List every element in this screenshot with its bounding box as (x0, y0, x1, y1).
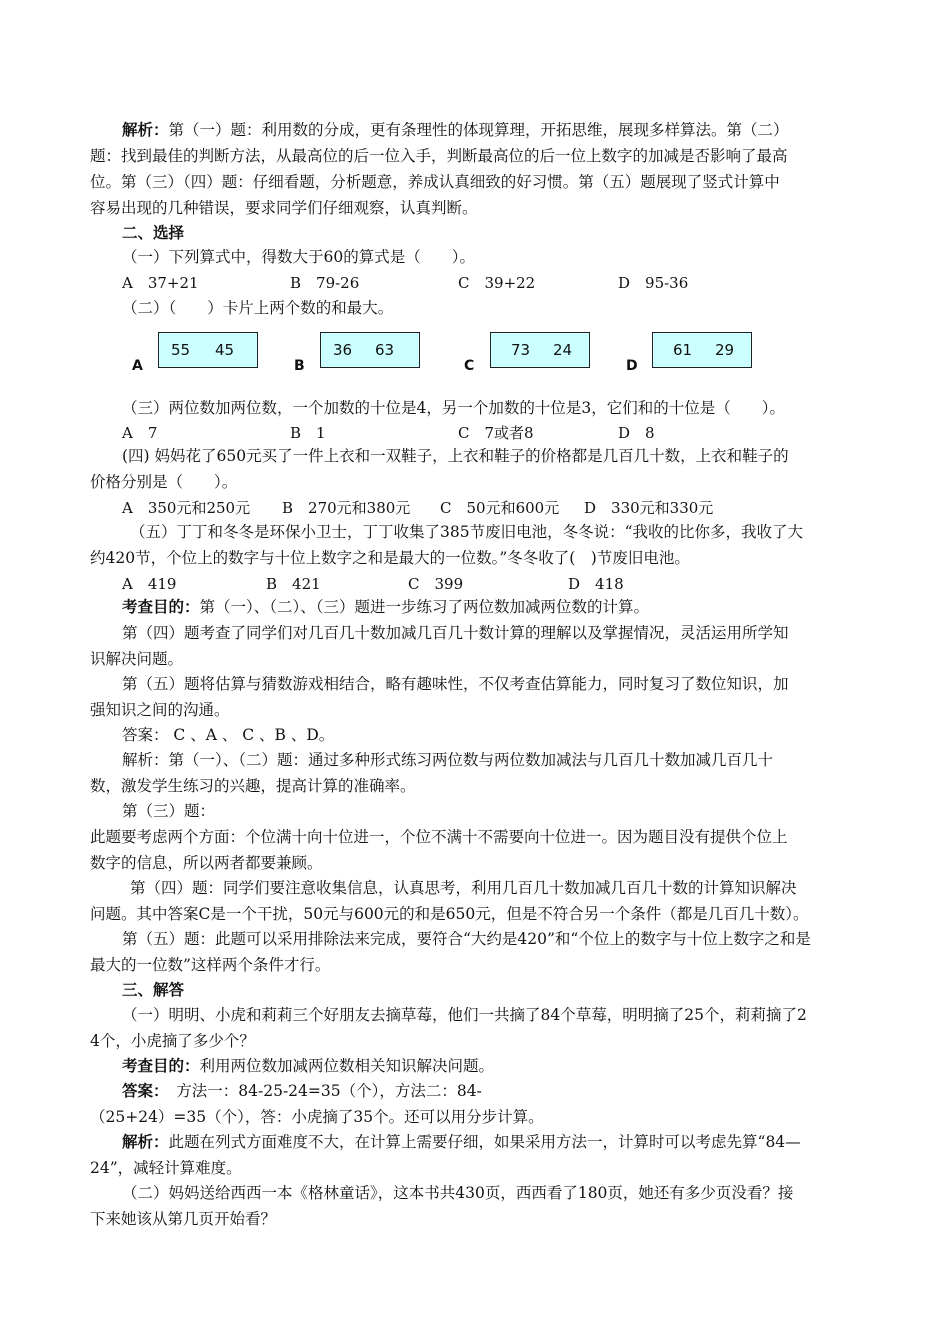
q3-option-d: D 8 (618, 424, 655, 442)
text-line: 数，激发学生练习的兴趣，提高计算的准确率。 (90, 777, 416, 795)
objective-line (122, 594, 902, 620)
question-5: （五）丁丁和冬冬是环保小卫士，丁丁收集了385节废旧电池，冬冬说：“我收的比你多，我收了大 (130, 523, 804, 541)
text-line: 容易出现的几种错误，要求同学们仔细观察，认真判断。 (90, 199, 478, 217)
text-line: 第（五）题：此题可以采用排除法来完成，要符合“大约是420”和“个位上的数字与十位上数字之和是 (122, 930, 811, 948)
q5-option-b: B 421 (266, 575, 321, 593)
solve-objective-line (122, 1053, 902, 1079)
q5-option-d: D 418 (568, 575, 624, 593)
card-number: 63 (375, 341, 395, 359)
text-line: 第（三）题： (122, 802, 216, 820)
solve-answer-line (122, 1078, 902, 1104)
text-line: 第（四）题：同学们要注意收集信息，认真思考，利用几百几十数加减几百几十数的计算知识解决 (130, 879, 797, 897)
objective-label: 考查目的： (122, 1056, 200, 1075)
solve-analysis-line (122, 1129, 902, 1155)
q1-option-b: B 79-26 (290, 274, 360, 292)
card-number: 29 (715, 341, 735, 359)
question-3: （三）两位数加两位数，一个加数的十位是4，另一个加数的十位是3，它们和的十位是（ ）。 (122, 399, 785, 417)
card-label-a: A (132, 358, 143, 374)
number-card-d (652, 332, 752, 368)
question-1: （一）下列算式中，得数大于60的算式是（ ）。 (122, 248, 475, 266)
card-label-b: B (294, 358, 305, 374)
number-card-a (158, 332, 258, 368)
text-line: 强知识之间的沟通。 (90, 701, 230, 719)
card-number: 24 (553, 341, 573, 359)
card-number: 61 (673, 341, 693, 359)
q1-option-c: C 39+22 (458, 274, 536, 292)
answer-text: 方法一：84-25-24=35（个），方法二：84- (160, 1082, 482, 1100)
card-number: 36 (333, 341, 353, 359)
card-number: 73 (511, 341, 531, 359)
solve-question-1: （一）明明、小虎和莉莉三个好朋友去摘草莓，他们一共摘了84个草莓，明明摘了25个，莉莉摘了2 (122, 1006, 807, 1024)
text-line: （25+24）=35（个），答：小虎摘了35个。还可以用分步计算。 (90, 1108, 544, 1126)
number-card-b (320, 332, 420, 368)
analysis-paragraph-line (122, 117, 902, 143)
card-number: 45 (215, 341, 235, 359)
objective-label: 考查目的： (122, 597, 200, 616)
analysis-label: 解析： (122, 120, 169, 139)
answer-line: 答案： C 、A 、 C 、B 、D。 (122, 726, 335, 744)
q1-option-d: D 95-36 (618, 274, 689, 292)
text-line: 问题。其中答案C是一个干扰，50元与600元的和是650元，但是不符合另一个条件（都是几百几十数）。 (90, 905, 809, 923)
text-line: 价格分别是（ ）。 (90, 473, 238, 491)
text-line: 题：找到最佳的判断方法，从最高位的后一位入手，判断最高位的后一位上数字的加减是否影响了最高 (90, 147, 788, 165)
q3-option-c: C 7或者8 (458, 424, 534, 442)
q4-option-d: D 330元和330元 (584, 499, 714, 517)
text-line: 第（五）题将估算与猜数游戏相结合，略有趣味性，不仅考查估算能力，同时复习了数位知识，加 (122, 675, 789, 693)
text-line: 识解决问题。 (90, 650, 184, 668)
text-line: 位。第（三）（四）题：仔细看题，分析题意，养成认真细致的好习惯。第（五）题展现了竖式计算中 (90, 173, 780, 191)
q1-option-a: A 37+21 (122, 274, 199, 292)
q5-option-a: A 419 (122, 575, 177, 593)
text-line: 最大的一位数”这样两个条件才行。 (90, 956, 331, 974)
card-number: 55 (171, 341, 191, 359)
objective-text: 利用两位数加减两位数相关知识解决问题。 (199, 1057, 495, 1075)
objective-text: 第（一）、（二）、（三）题进一步练习了两位数加减两位数的计算。 (199, 598, 650, 616)
text-line: 24”，减轻计算难度。 (90, 1159, 242, 1177)
text-line: 约420节，个位上的数字与十位上数字之和是最大的一位数。”冬冬收了( )节废旧电池。 (90, 549, 690, 567)
solve-question-2: （二）妈妈送给西西一本《格林童话》，这本书共430页，西西看了180页，她还有多少页没看？接 (122, 1184, 794, 1202)
text-line: 此题要考虑两个方面：个位满十向十位进一，个位不满十不需要向十位进一。因为题目没有提供个位上 (90, 828, 788, 846)
q3-option-b: B 1 (290, 424, 326, 442)
q5-option-c: C 399 (408, 575, 464, 593)
analysis-text: 此题在列式方面难度不大，在计算上需要仔细，如果采用方法一，计算时可以考虑先算“84— (168, 1133, 801, 1151)
number-card-c (490, 332, 590, 368)
text-line: 第（四）题考查了同学们对几百几十数加减几百几十数计算的理解以及掌握情况，灵活运用所学知 (122, 624, 789, 642)
analysis-label: 解析： (122, 1132, 169, 1151)
q4-option-c: C 50元和600元 (440, 499, 560, 517)
text-line: 4个，小虎摘了多少个？ (90, 1032, 255, 1050)
q4-option-a: A 350元和250元 (122, 499, 251, 517)
card-label-d: D (626, 358, 638, 374)
q3-option-a: A 7 (122, 424, 158, 442)
text-line: 数字的信息，所以两者都要兼顾。 (90, 854, 323, 872)
q4-option-b: B 270元和380元 (282, 499, 411, 517)
question-4: (四) 妈妈花了650元买了一件上衣和一双鞋子，上衣和鞋子的价格都是几百几十数，上衣和鞋子的 (122, 447, 789, 465)
answer-label: 答案： (122, 1081, 161, 1100)
text-line: 下来她该从第几页开始看？ (90, 1210, 277, 1228)
question-2: （二）（ ）卡片上两个数的和最大。 (122, 299, 394, 317)
section-heading-solve: 三、解答 (122, 980, 185, 999)
section-heading-choice: 二、选择 (122, 223, 185, 242)
card-label-c: C (464, 358, 475, 374)
analysis-text: 第（一）题：利用数的分成，更有条理性的体现算理，开拓思维，展现多样算法。第（二） (168, 121, 789, 139)
text-line: 解析：第（一）、（二）题：通过多种形式练习两位数与两位数加减法与几百几十数加减几百几十 (122, 751, 774, 769)
